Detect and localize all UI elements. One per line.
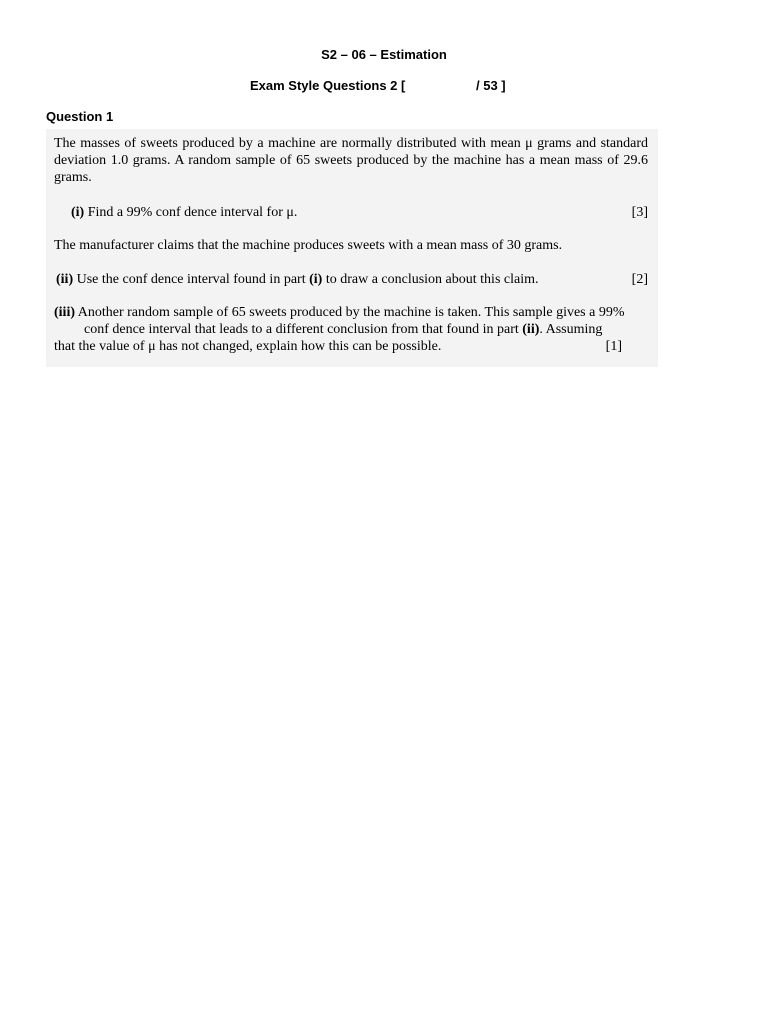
part-iii-line-2-after: . Assuming (539, 322, 603, 337)
part-iii-label: (iii) (54, 305, 75, 320)
part-i-mark: [3] (631, 205, 648, 220)
question-heading: Question 1 (46, 109, 114, 124)
part-ii-text-before: Use the conf dence interval found in part (76, 272, 310, 287)
part-iii-mark: [1] (605, 339, 622, 354)
part-iii-line-1 (54, 304, 648, 321)
part-ii-ref: (i) (309, 272, 323, 287)
part-iii-line-2 (54, 321, 648, 338)
part-ii (54, 271, 648, 288)
total-score: / 53 ] (476, 78, 506, 93)
part-ii-text-after: to draw a conclusion about this claim. (322, 272, 539, 287)
worksheet-subtitle (250, 78, 540, 93)
part-ii-label: (ii) (56, 272, 74, 287)
part-iii-line-2-ref: (ii) (522, 322, 540, 337)
part-ii-mark: [2] (631, 272, 648, 287)
question-intro: The masses of sweets produced by a machine are normally distributed with mean μ grams and standard deviation 1.0 grams. A random sample of 65 sweets produced by the machine has a mean mass of 29.6 grams. (54, 136, 648, 185)
part-i-text: Find a 99% conf dence interval for μ. (87, 205, 298, 220)
part-i (54, 204, 648, 221)
worksheet-title: S2 – 06 – Estimation (321, 47, 447, 62)
subtitle-text: Exam Style Questions 2 [ (250, 78, 406, 93)
part-i-label: (i) (71, 205, 85, 220)
manufacturer-claim: The manufacturer claims that the machine produces sweets with a mean mass of 30 grams. (54, 238, 563, 253)
part-iii-line-2-before: conf dence interval that leads to a different conclusion from that found in part (84, 322, 523, 337)
part-iii-line-3 (54, 338, 648, 355)
question-scan (46, 129, 658, 367)
part-iii-line-1-text: Another random sample of 65 sweets produced by the machine is taken. This sample gives a 99% (77, 305, 625, 320)
part-iii (54, 304, 648, 355)
part-iii-line-3-text: that the value of μ has not changed, explain how this can be possible. (54, 339, 442, 354)
